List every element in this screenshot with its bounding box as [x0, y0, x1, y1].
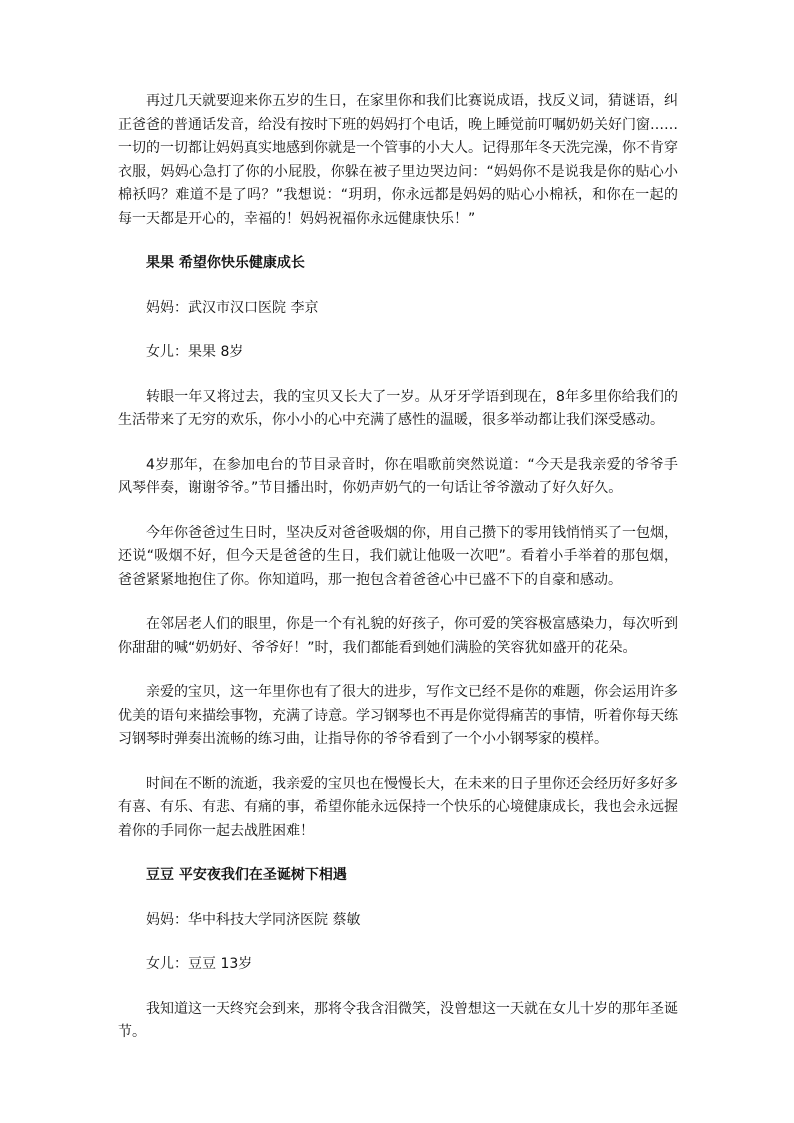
section2-heading: 豆豆 平安夜我们在圣诞树下相遇	[146, 867, 347, 883]
section1-mother: 妈妈：武汉市汉口医院 李京	[146, 299, 319, 316]
section1-heading: 果果 希望你快乐健康成长	[146, 255, 305, 271]
section1-paragraph: 转眼一年又将过去，我的宝贝又长大了一岁。从牙牙学语到现在，8年多里你给我们的生活带来了无穷的欢乐，你小小的心中充满了感性的温暖，很多举动都让我们深受感动。	[118, 388, 678, 428]
section1-paragraph: 4岁那年，在参加电台的节目录音时，你在唱歌前突然说道：“今天是我亲爱的爷爷手风琴伴奏，谢谢爷爷。”节目播出时，你奶声奶气的一句话让爷爷激动了好久好久。	[118, 456, 678, 496]
section1-paragraph: 亲爱的宝贝，这一年里你也有了很大的进步，写作文已经不是你的难题，你会运用许多优美的语句来描绘事物，充满了诗意。学习钢琴也不再是你觉得痛苦的事情，听着你每天练习钢琴时弹奏出流畅的练习曲，让指导你的爷爷看到了一个小小钢琴家的模样。	[118, 684, 678, 747]
document-page	[118, 90, 678, 1066]
section2-paragraph: 我知道这一天终究会到来，那将令我含泪微笑，没曾想这一天就在女儿十岁的那年圣诞节。	[118, 1000, 678, 1040]
section1-paragraph: 在邻居老人们的眼里，你是一个有礼貌的好孩子，你可爱的笑容极富感染力，每次听到你甜甜的喊“奶奶好、爷爷好！”时，我们都能看到她们满脸的笑容犹如盛开的花朵。	[118, 616, 678, 656]
section1-paragraph: 今年你爸爸过生日时，坚决反对爸爸吸烟的你，用自己攒下的零用钱悄悄买了一包烟，还说“吸烟不好，但今天是爸爸的生日，我们就让他吸一次吧”。看着小手举着的那包烟，爸爸紧紧地抱住了你。你知道吗，那一抱包含着爸爸心中已盛不下的自豪和感动。	[118, 524, 678, 588]
intro-paragraph: 再过几天就要迎来你五岁的生日，在家里你和我们比赛说成语，找反义词，猜谜语，纠正爸爸的普通话发音，给没有按时下班的妈妈打个电话，晚上睡觉前叮嘱奶奶关好门窗……一切的一切都让妈妈真实地感到你就是一个管事的小大人。记得那年冬天洗完澡，你不肯穿衣服，妈妈心急打了你的小屁股，你躲在被子里边哭边问：“妈妈你不是说我是你的贴心小棉袄吗？难道不是了吗？”我想说：“玥玥，你永远都是妈妈的贴心小棉袄，和你在一起的每一天都是开心的，幸福的！妈妈祝福你永远健康快乐！”	[118, 93, 678, 227]
section1-daughter: 女儿：果果 8岁	[146, 344, 244, 360]
section2-mother: 妈妈：华中科技大学同济医院 蔡敏	[146, 911, 361, 928]
section1-paragraph: 时间在不断的流逝，我亲爱的宝贝也在慢慢长大，在未来的日子里你还会经历好多好多有喜、有乐、有悲、有痛的事，希望你能永远保持一个快乐的心境健康成长，我也会永远握着你的手同你一起去战胜困难！	[118, 775, 678, 839]
section2-daughter: 女儿：豆豆 13岁	[146, 956, 253, 972]
